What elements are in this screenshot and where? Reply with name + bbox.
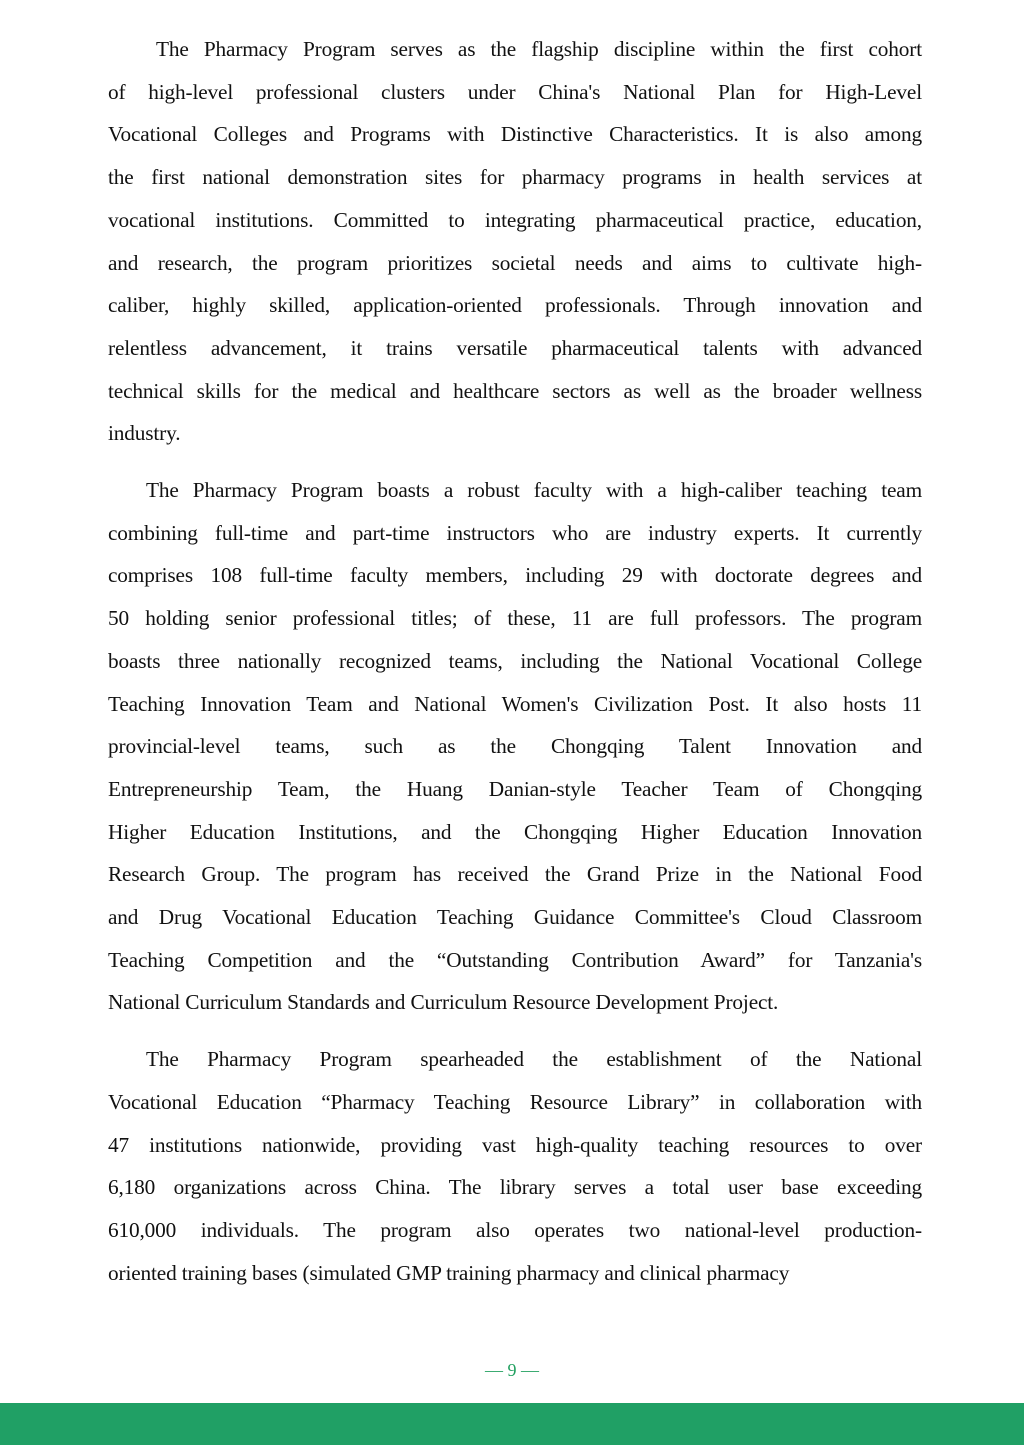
paragraph-faculty bbox=[108, 469, 922, 1024]
text-line: National Curriculum Standards and Curriculum Resource Development Project. bbox=[108, 990, 779, 1015]
text-line: Higher Education Institutions, and the Chongqing Higher Education Innovation bbox=[108, 819, 922, 844]
text-line: 610,000 individuals. The program also operates two national-level production- bbox=[108, 1217, 922, 1242]
page-number: — 9 — bbox=[485, 1360, 539, 1380]
text-line: relentless advancement, it trains versatile pharmaceutical talents with advanced bbox=[108, 335, 922, 360]
paragraph-resource-library bbox=[108, 1038, 922, 1294]
text-line: Research Group. The program has received the Grand Prize in the National Food bbox=[108, 862, 922, 887]
text-line: Vocational Colleges and Programs with Distinctive Characteristics. It is also among bbox=[108, 122, 922, 147]
text-line: and research, the program prioritizes societal needs and aims to cultivate high- bbox=[108, 250, 922, 275]
text-line: Entrepreneurship Team, the Huang Danian-style Teacher Team of Chongqing bbox=[108, 776, 922, 801]
text-line: 6,180 organizations across China. The library serves a total user base exceeding bbox=[108, 1175, 922, 1200]
text-line: industry. bbox=[108, 421, 181, 446]
text-line: The Pharmacy Program boasts a robust faculty with a high-caliber teaching team bbox=[146, 478, 922, 503]
text-line: combining full-time and part-time instructors who are industry experts. It currently bbox=[108, 520, 922, 545]
text-line: the first national demonstration sites for pharmacy programs in health services at bbox=[108, 165, 922, 190]
text-line: The Pharmacy Program serves as the flagship discipline within the first cohort bbox=[156, 37, 922, 61]
text-line: comprises 108 full-time faculty members, including 29 with doctorate degrees and bbox=[108, 563, 922, 588]
text-line: vocational institutions. Committed to integrating pharmaceutical practice, education, bbox=[108, 207, 922, 232]
text-line: of high-level professional clusters under China's National Plan for High-Level bbox=[108, 79, 922, 104]
text-line: and Drug Vocational Education Teaching Guidance Committee's Cloud Classroom bbox=[108, 905, 922, 930]
footer-accent-bar bbox=[0, 1403, 1024, 1445]
text-line: Teaching Innovation Team and National Women's Civilization Post. It also hosts 11 bbox=[108, 691, 922, 716]
text-line: provincial-level teams, such as the Chongqing Talent Innovation and bbox=[108, 734, 922, 759]
text-line: Vocational Education “Pharmacy Teaching Resource Library” in collaboration with bbox=[108, 1089, 922, 1114]
text-line: The Pharmacy Program spearheaded the establishment of the National bbox=[146, 1047, 922, 1072]
text-line: oriented training bases (simulated GMP training pharmacy and clinical pharmacy bbox=[108, 1260, 790, 1285]
text-line: Teaching Competition and the “Outstanding Contribution Award” for Tanzania's bbox=[108, 947, 922, 972]
text-line: caliber, highly skilled, application-oriented professionals. Through innovation and bbox=[108, 293, 922, 318]
paragraph-program-overview bbox=[108, 28, 922, 455]
body-text bbox=[108, 28, 922, 1294]
text-line: technical skills for the medical and healthcare sectors as well as the broader wellness bbox=[108, 378, 922, 403]
text-line: boasts three nationally recognized teams, including the National Vocational College bbox=[108, 648, 922, 673]
text-line: 50 holding senior professional titles; of these, 11 are full professors. The program bbox=[108, 606, 922, 631]
text-line: 47 institutions nationwide, providing vast high-quality teaching resources to over bbox=[108, 1132, 922, 1157]
